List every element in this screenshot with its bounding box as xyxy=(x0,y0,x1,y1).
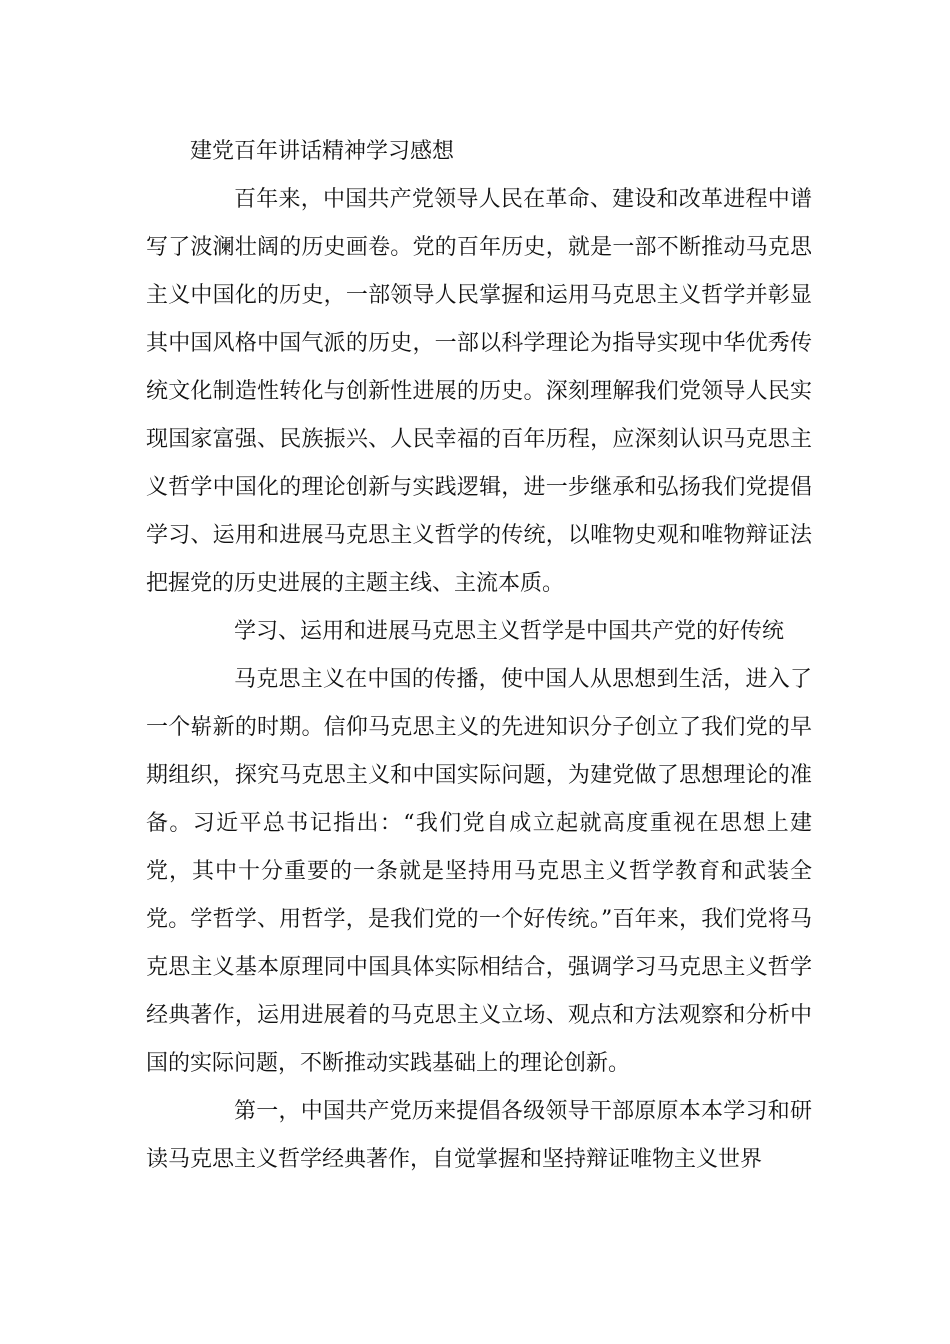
document-page xyxy=(146,128,812,1184)
paragraph-intro: 百年来，中国共产党领导人民在革命、建设和改革进程中谱写了波澜壮阔的历史画卷。党的百年历史，就是一部不断推动马克思主义中国化的历史，一部领导人民掌握和运用马克思主义哲学并彰显其中国风格中国气派的历史，一部以科学理论为指导实现中华优秀传统文化制造性转化与创新性进展的历史。深刻理解我们党领导人民实现国家富强、民族振兴、人民幸福的百年历程，应深刻认识马克思主义哲学中国化的理论创新与实践逻辑，进一步继承和弘扬我们党提倡学习、运用和进展马克思主义哲学的传统，以唯物史观和唯物辩证法把握党的历史进展的主题主线、主流本质。 xyxy=(146,187,812,596)
paragraph-tradition: 马克思主义在中国的传播，使中国人从思想到生活，进入了一个崭新的时期。信仰马克思主义的先进知识分子创立了我们党的早期组织，探究马克思主义和中国实际问题，为建党做了思想理论的准备。习近平总书记指出：“我们党自成立起就高度重视在思想上建党，其中十分重要的一条就是坚持用马克思主义哲学教育和武装全党。学哲学、用哲学，是我们党的一个好传统。”百年来，我们党将马克思主义基本原理同中国具体实际相结合，强调学习马克思主义哲学经典著作，运用进展着的马克思主义立场、观点和方法观察和分析中国的实际问题，不断推动实践基础上的理论创新。 xyxy=(146,667,812,1076)
document-title: 建党百年讲话精神学习感想 xyxy=(190,139,455,164)
paragraph-first-point: 第一，中国共产党历来提倡各级领导干部原原本本学习和研读马克思主义哲学经典著作，自觉掌握和坚持辩证唯物主义世界 xyxy=(146,1099,812,1172)
section-heading: 学习、运用和进展马克思主义哲学是中国共产党的好传统 xyxy=(234,619,785,644)
